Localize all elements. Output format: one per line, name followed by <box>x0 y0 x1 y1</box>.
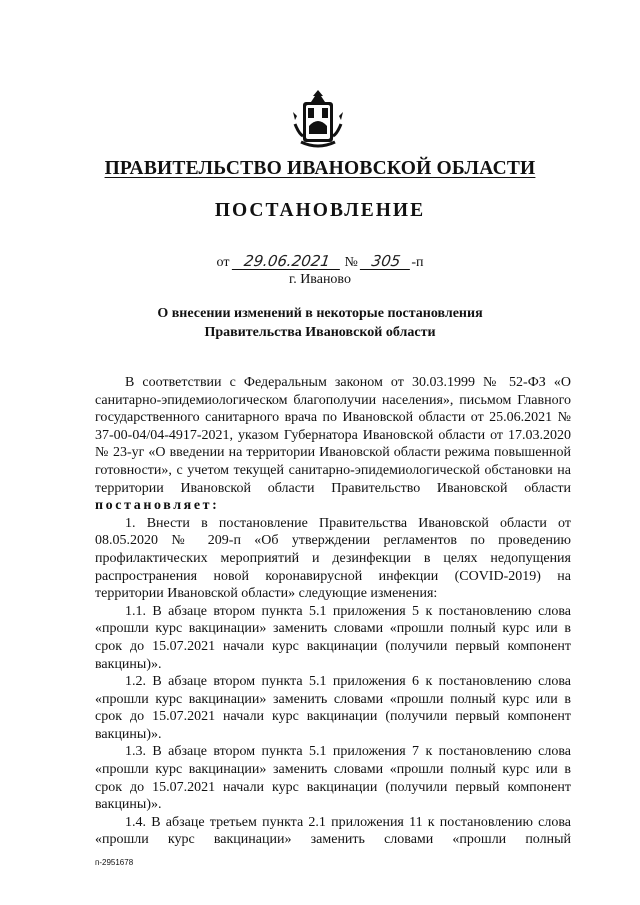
handwritten-number: 305 <box>360 253 412 270</box>
document-code: п-2951678 <box>95 858 134 867</box>
subject-line-1: О внесении изменений в некоторые постановления <box>157 306 483 321</box>
city: г. Иваново <box>289 272 351 287</box>
document-body <box>95 374 571 849</box>
subject-line-2: Правительства Ивановской области <box>204 325 436 340</box>
date-number-line <box>0 253 640 271</box>
coat-of-arms-emblem <box>291 86 345 150</box>
item-1-4-paragraph: 1.4. В абзаце третьем пункта 2.1 приложения 11 к постановлению слова «прошли курс вакцинации» заменить словами «прошли полный <box>95 814 571 848</box>
preamble-paragraph <box>95 374 571 515</box>
preamble-text: В соответствии с Федеральным законом от 30.03.1999 № 52-ФЗ «О санитарно-эпидемиологическом благополучии населения», письмом Главного государственного санитарного врача по Ивановской области от 25.06.2021 № 37-00-04/04-4917-2021, указом Губернатора Ивановской области от 17.03.2020 № 23-уг «О введении на территории Ивановской области режима повышенной готовности», с учетом текущей санитарно-эпидемиологической обстановки на территории Ивановской области Правительство Ивановской области <box>95 375 571 496</box>
decree-word: постановляет: <box>95 498 220 514</box>
item-1-2-paragraph: 1.2. В абзаце втором пункта 5.1 приложения 6 к постановлению слова «прошли курс вакцинации» заменить словами «прошли полный курс или в срок до 15.07.2021 начали курс вакцинации (получили первый компонент вакцины)». <box>95 674 571 742</box>
handwritten-date: 29.06.2021 <box>232 253 342 270</box>
document-type-title: ПОСТАНОВЛЕНИЕ <box>214 200 426 221</box>
item-1-paragraph: 1. Внести в постановление Правительства Ивановской области от 08.05.2020 № 209-п «Об утверждении регламентов по проведению профилактических мероприятий и дезинфекции в целях недопущения распространения новой коронавирусной инфекции (COVID-2019) на территории Ивановской области» следующие изменения: <box>95 515 571 602</box>
government-title: ПРАВИТЕЛЬСТВО ИВАНОВСКОЙ ОБЛАСТИ <box>104 158 536 179</box>
item-1-3-paragraph: 1.3. В абзаце втором пункта 5.1 приложения 7 к постановлению слова «прошли курс вакцинации» заменить словами «прошли полный курс или в срок до 15.07.2021 начали курс вакцинации (получили первый компонент вакцины)». <box>95 744 571 813</box>
document-subject <box>0 304 640 342</box>
date-prefix: от <box>216 255 230 270</box>
number-prefix: № <box>344 255 358 270</box>
number-suffix: -п <box>411 255 424 270</box>
item-1-1-paragraph: 1.1. В абзаце втором пункта 5.1 приложения 5 к постановлению слова «прошли курс вакцинации» заменить словами «прошли полный курс или в срок до 15.07.2021 начали курс вакцинации (получили первый компонент вакцины)». <box>95 603 571 672</box>
